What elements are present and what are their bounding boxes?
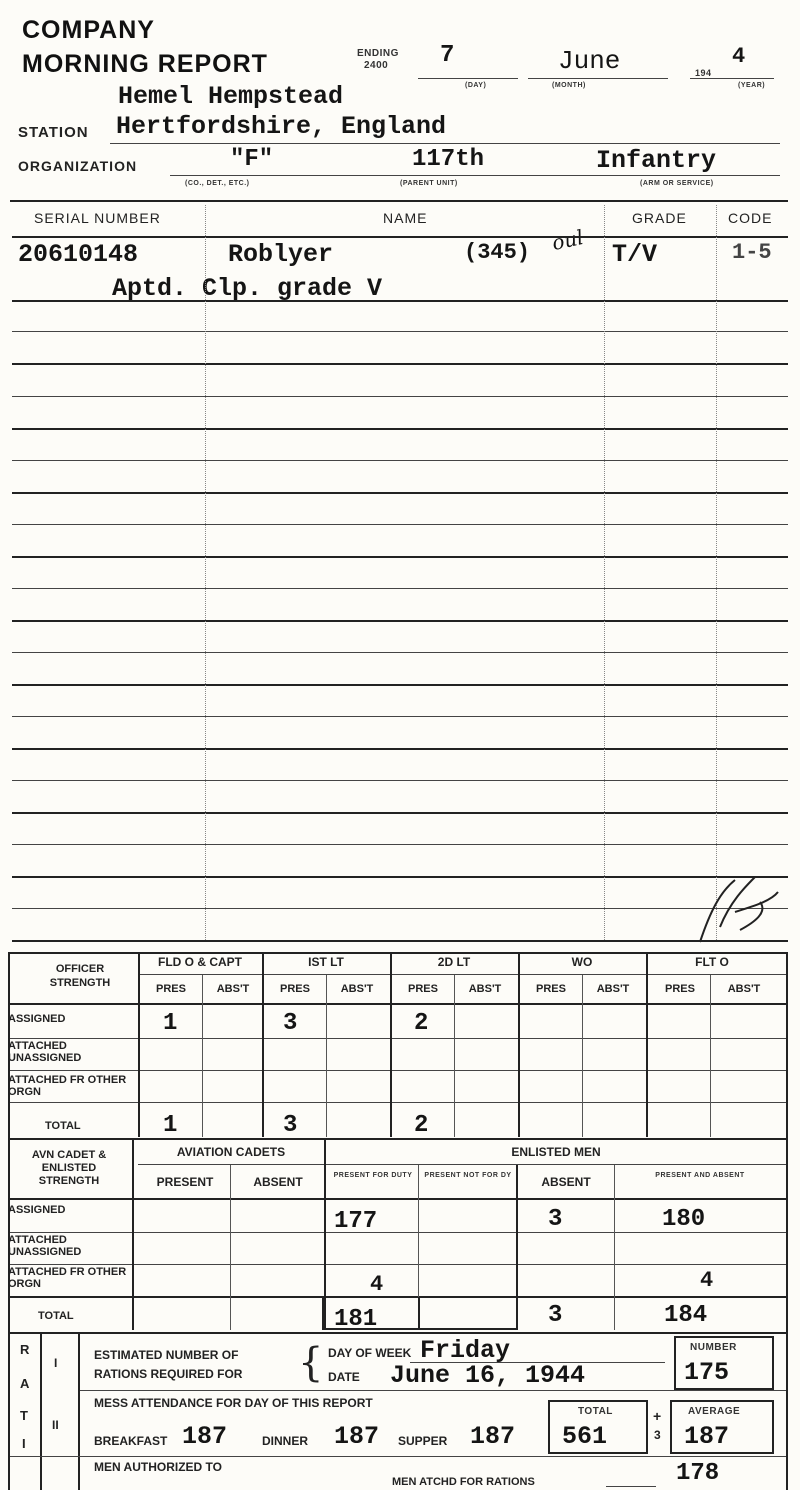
entry-grade: T/V	[612, 240, 658, 269]
dinner-value: 187	[334, 1422, 380, 1451]
officer-strength-title: OFFICER STRENGTH	[49, 963, 111, 989]
day-caption: (DAY)	[465, 82, 487, 89]
officer-sub-header: ABS'T	[727, 983, 761, 995]
mess-average-label: AVERAGE	[688, 1406, 741, 1417]
report-month: June	[558, 46, 621, 76]
officer-group-flt-o: FLT O	[695, 955, 729, 969]
men-attached-rations-label: MEN ATCHD FOR RATIONS	[392, 1476, 535, 1488]
officer-row-total: TOTAL	[45, 1120, 81, 1132]
entry-parenthetical: (345)	[464, 240, 531, 265]
enlisted-row-attached-unassigned: ATTACHED UNASSIGNED	[8, 1234, 82, 1258]
ending-time: 2400	[364, 60, 389, 71]
estimated-rations-label-2: RATIONS REQUIRED FOR	[94, 1367, 243, 1381]
enlisted-row-attached-from: ATTACHED FR OTHER ORGN	[8, 1266, 127, 1290]
col-name: NAME	[383, 210, 428, 226]
organization-unit: 117th	[412, 146, 485, 173]
station-town: Hemel Hempstead	[118, 82, 344, 111]
officer-assigned-1stlt-pres: 3	[283, 1010, 298, 1037]
day-of-week-label: DAY OF WEEK	[328, 1346, 412, 1360]
col-grade: GRADE	[632, 210, 687, 226]
enlisted-row-assigned: ASSIGNED	[8, 1204, 66, 1216]
organization-label: ORGANIZATION	[18, 158, 138, 174]
date-value: June 16, 1944	[390, 1361, 586, 1390]
enlisted-assigned-duty: 177	[334, 1208, 378, 1235]
enlisted-total-absent: 3	[548, 1302, 563, 1329]
enlisted-total-total: 184	[664, 1302, 708, 1329]
rations-side-letter: T	[20, 1408, 28, 1423]
cadets-absent-header: ABSENT	[253, 1175, 303, 1189]
mess-average-value: 187	[684, 1422, 730, 1451]
rations-number-label: NUMBER	[690, 1342, 737, 1353]
divisor-three: 3	[654, 1428, 661, 1442]
form-title-line2: MORNING REPORT	[22, 50, 268, 78]
officer-total-1stlt-pres: 3	[283, 1112, 298, 1139]
officer-group-wo: WO	[571, 955, 593, 969]
supper-value: 187	[470, 1422, 516, 1451]
officer-group-fld: FLD O & CAPT	[158, 955, 242, 969]
enlisted-attached-total: 4	[700, 1268, 714, 1293]
organization-arm: Infantry	[596, 146, 717, 175]
officer-sub-header: PRES	[536, 983, 566, 995]
officer-sub-header: PRES	[156, 983, 186, 995]
station-label: STATION	[18, 124, 89, 141]
unit-caption: (PARENT UNIT)	[400, 180, 458, 187]
officer-assigned-2dlt-pres: 2	[414, 1010, 429, 1037]
rations-side-letter: I	[22, 1436, 26, 1451]
men-authorized-label: MEN AUTHORIZED TO	[94, 1460, 222, 1474]
dinner-label: DINNER	[262, 1434, 309, 1448]
brace-icon: {	[298, 1340, 324, 1386]
handwritten-annotation: oul	[549, 225, 586, 255]
breakfast-label: BREAKFAST	[94, 1434, 168, 1448]
cadets-present-header: PRESENT	[156, 1175, 214, 1189]
breakfast-value: 187	[182, 1422, 228, 1451]
col-code: CODE	[728, 210, 773, 226]
mess-attendance-label: MESS ATTENDANCE FOR DAY OF THIS REPORT	[94, 1396, 373, 1410]
men-attached-rations-value: 178	[676, 1460, 720, 1487]
mess-total-value: 561	[562, 1422, 608, 1451]
officer-row-assigned: ASSIGNED	[8, 1013, 66, 1025]
officer-row-attached-from: ATTACHED FR OTHER ORGN	[8, 1074, 127, 1098]
supper-label: SUPPER	[398, 1434, 448, 1448]
officer-sub-header: ABS'T	[216, 983, 250, 995]
officer-sub-header: PRES	[665, 983, 695, 995]
officer-sub-header: ABS'T	[340, 983, 374, 995]
year-prefix: 194	[695, 68, 712, 78]
officer-sub-header: ABS'T	[468, 983, 502, 995]
col-serial-number: SERIAL NUMBER	[34, 210, 161, 226]
officer-sub-header: PRES	[280, 983, 310, 995]
present-and-absent-header: PRESENT AND ABSENT	[655, 1172, 745, 1179]
present-for-duty-header: PRESENT FOR DUTY	[333, 1172, 413, 1179]
em-absent-header: ABSENT	[541, 1175, 591, 1189]
officer-sub-header: PRES	[408, 983, 438, 995]
entry-remark: Aptd. Clp. grade V	[112, 274, 383, 303]
officer-total-fld-pres: 1	[163, 1112, 178, 1139]
officer-row-attached-unassigned: ATTACHED UNASSIGNED	[8, 1040, 82, 1064]
rations-side-letter: R	[20, 1342, 30, 1357]
year-caption: (YEAR)	[738, 82, 766, 89]
date-label: DATE	[328, 1370, 360, 1384]
officer-sub-header: ABS'T	[596, 983, 630, 995]
entry-code: 1-5	[732, 240, 772, 265]
estimated-rations-label-1: ESTIMATED NUMBER OF	[94, 1348, 239, 1362]
section-i-label: I	[54, 1356, 58, 1370]
station-county: Hertfordshire, England	[116, 112, 447, 141]
officer-total-2dlt-pres: 2	[414, 1112, 429, 1139]
enlisted-strength-title: AVN CADET & ENLISTED STRENGTH	[31, 1149, 107, 1187]
arm-caption: (ARM OR SERVICE)	[640, 180, 714, 187]
enlisted-total-duty: 181	[334, 1306, 378, 1333]
ending-label: ENDING	[357, 48, 399, 59]
month-caption: (MONTH)	[552, 82, 586, 89]
day-of-week-value: Friday	[420, 1336, 511, 1365]
form-title-line1: COMPANY	[22, 16, 155, 44]
mess-total-label: TOTAL	[578, 1406, 613, 1417]
organization-company: "F"	[230, 146, 274, 173]
entry-name: Roblyer	[228, 240, 334, 269]
section-ii-label: II	[52, 1418, 59, 1432]
plus-sign: +	[653, 1408, 662, 1424]
company-caption: (CO., DET., ETC.)	[185, 180, 250, 187]
rations-side-letter: A	[20, 1376, 30, 1391]
report-day: 7	[440, 42, 455, 69]
enlisted-assigned-total: 180	[662, 1206, 706, 1233]
handwritten-initials	[690, 872, 785, 952]
aviation-cadets-header: AVIATION CADETS	[176, 1145, 286, 1159]
enlisted-men-header: ENLISTED MEN	[511, 1145, 601, 1159]
officer-assigned-fld-pres: 1	[163, 1010, 178, 1037]
enlisted-row-total: TOTAL	[38, 1310, 74, 1322]
officer-group-1st-lt: IST LT	[308, 955, 344, 969]
rations-number-value: 175	[684, 1358, 730, 1387]
officer-group-2d-lt: 2D LT	[437, 955, 471, 969]
enlisted-assigned-absent: 3	[548, 1206, 563, 1233]
present-not-for-duty-header: PRESENT NOT FOR DY	[424, 1172, 512, 1179]
enlisted-attached-duty: 4	[370, 1272, 384, 1297]
report-year: 4	[732, 44, 746, 69]
entry-serial-number: 20610148	[18, 240, 139, 269]
